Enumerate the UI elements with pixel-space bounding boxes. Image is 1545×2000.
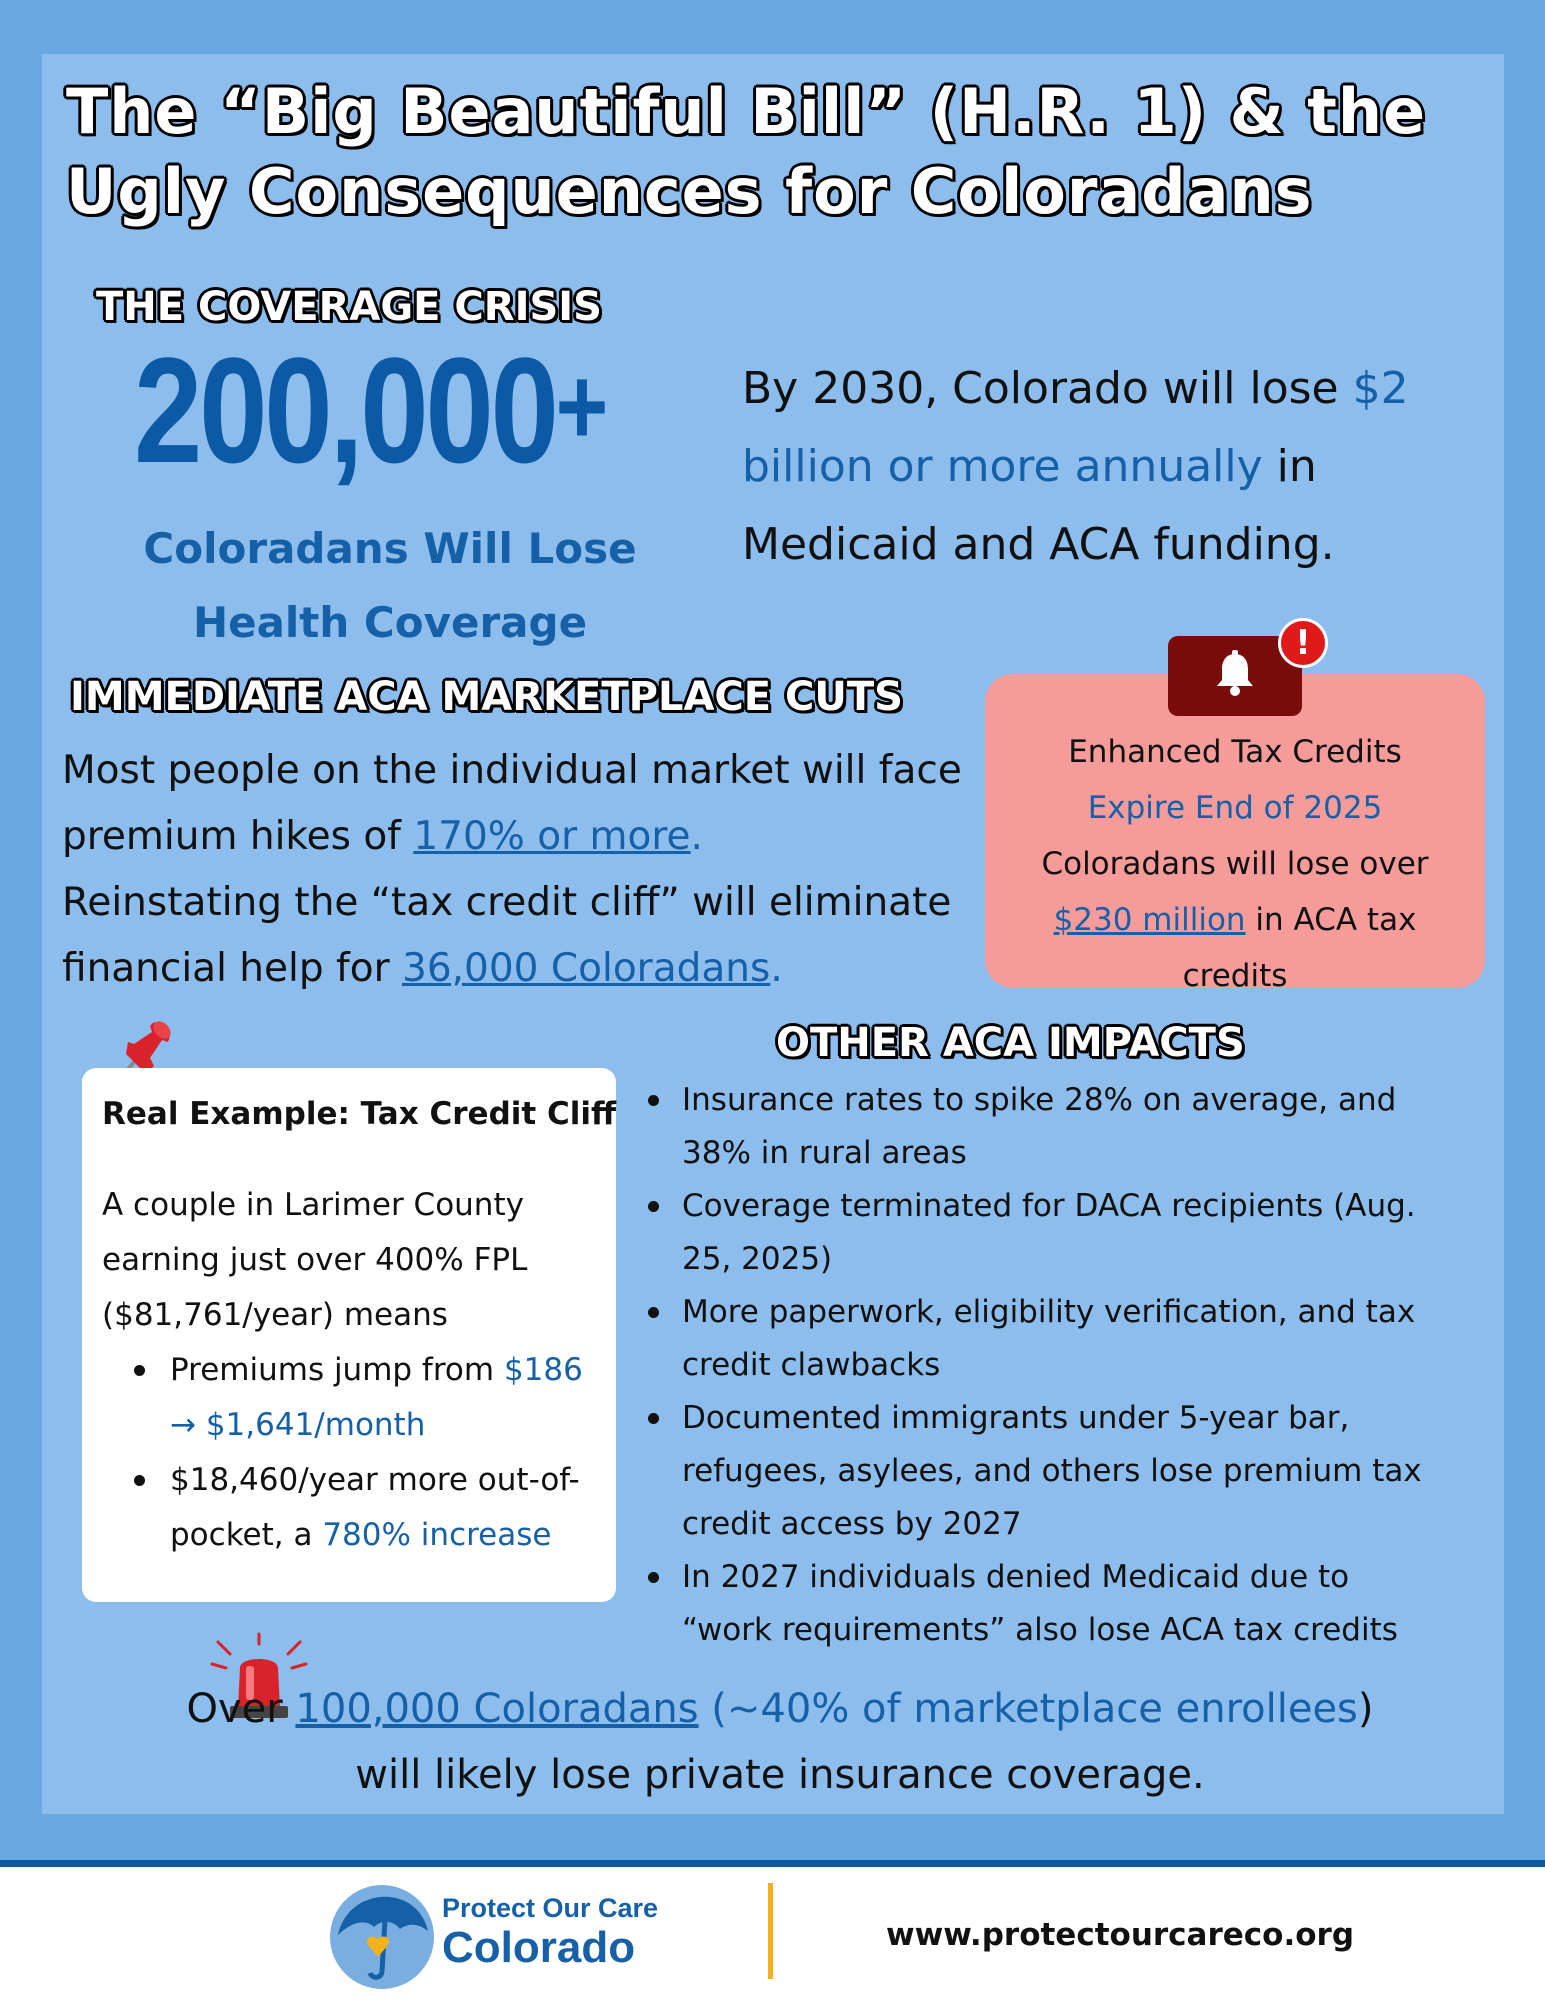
funding-post: in Medicaid and ACA funding. [742,441,1335,570]
tax-credit-alert-box [985,674,1485,994]
premium-hikes-text: Most people on the individual market will face premium hikes of [62,748,962,859]
other-impacts-list [640,1074,1440,1657]
example-card-title: Real Example: Tax Credit Cliff [102,1096,617,1132]
exclamation-icon: ! [1278,618,1328,668]
tax-cliff-paragraph [62,870,982,1002]
list-item: In 2027 individuals denied Medicaid due to “work requirements” also lose ACA tax credits [640,1551,1440,1657]
list-item: More paperwork, eligibility verification, and tax credit clawbacks [640,1286,1440,1392]
coverage-caption-line-1: Coloradans Will Lose [143,524,637,573]
footer [0,1860,1545,2000]
bell-icon [1212,650,1258,698]
example-bullet-2-highlight: 780% increase [322,1517,552,1553]
big-number [134,326,606,494]
example-bullet-2-text: $18,460/year more out-of-pocket, a [170,1462,580,1553]
funding-highlight: $2 billion or more annually [742,363,1409,492]
list-item [148,1343,602,1453]
tax-cliff-link[interactable]: 36,000 Coloradans [402,946,771,991]
premium-hikes-period: . [690,814,703,859]
bottom-statement [180,1676,1380,1808]
logo-text-line-2: Colorado [442,1923,636,1972]
example-card [82,1068,616,1602]
footer-divider [768,1883,773,1979]
bottom-link[interactable]: 100,000 Coloradans [295,1686,699,1732]
example-bullet-1-highlight: $186 → $1,641/month [170,1352,583,1443]
funding-pre: By 2030, Colorado will lose [742,363,1353,414]
big-number-suffix: + [555,345,606,468]
other-impacts-heading: OTHER ACA IMPACTS [776,1020,1245,1066]
alert-line-4-post: in ACA tax [1245,902,1417,938]
funding-statement [742,350,1442,584]
logo-text-line-1: Protect Our Care [442,1893,659,1923]
umbrella-logo-icon[interactable] [328,1883,436,1991]
example-bullet-1-text: Premiums jump from [170,1352,504,1388]
list-item: Documented immigrants under 5-year bar, refugees, asylees, and others lose premium tax credit access by 2027 [640,1392,1440,1551]
list-item [148,1453,602,1563]
alert-line-3: Coloradans will lose over [1041,846,1429,882]
coverage-crisis-heading: THE COVERAGE CRISIS [96,284,602,330]
alert-line-1: Enhanced Tax Credits [1068,734,1402,770]
marketplace-cuts-text [62,738,982,1002]
example-intro: A couple in Larimer County earning just over 400% FPL ($81,761/year) means [102,1187,528,1333]
title-line-1: The “Big Beautiful Bill” (H.R. 1) & the [66,75,1427,148]
alert-line-2: Expire End of 2025 [1087,790,1383,826]
premium-hikes-paragraph [62,738,982,870]
example-list [148,1343,602,1563]
coverage-caption [110,512,670,660]
bottom-pre: Over [186,1686,296,1732]
premium-hikes-link[interactable]: 170% or more [413,814,691,859]
coverage-caption-line-2: Health Coverage [192,598,588,647]
alert-amount-link[interactable]: $230 million [1053,902,1246,938]
list-item: Insurance rates to spike 28% on average, and 38% in rural areas [640,1074,1440,1180]
bottom-highlight: (~40% of marketplace enrollees [698,1686,1358,1732]
list-item: Coverage terminated for DACA recipients (Aug. 25, 2025) [640,1180,1440,1286]
big-number-value: 200,000 [134,326,556,494]
website-link[interactable]: www.protectourcareco.org [886,1917,1355,1953]
tax-cliff-text: Reinstating the “tax credit cliff” will eliminate financial help for [62,880,952,991]
bottom-post: ) will likely lose private insurance coverage. [355,1686,1374,1798]
title-line-2: Ugly Consequences for Coloradans [66,155,1313,228]
marketplace-cuts-heading: IMMEDIATE ACA MARKETPLACE CUTS [70,674,903,720]
page-title [66,72,1446,232]
alert-line-4 [985,892,1485,948]
alert-line-5: credits [1182,958,1288,994]
tax-cliff-period: . [770,946,783,991]
